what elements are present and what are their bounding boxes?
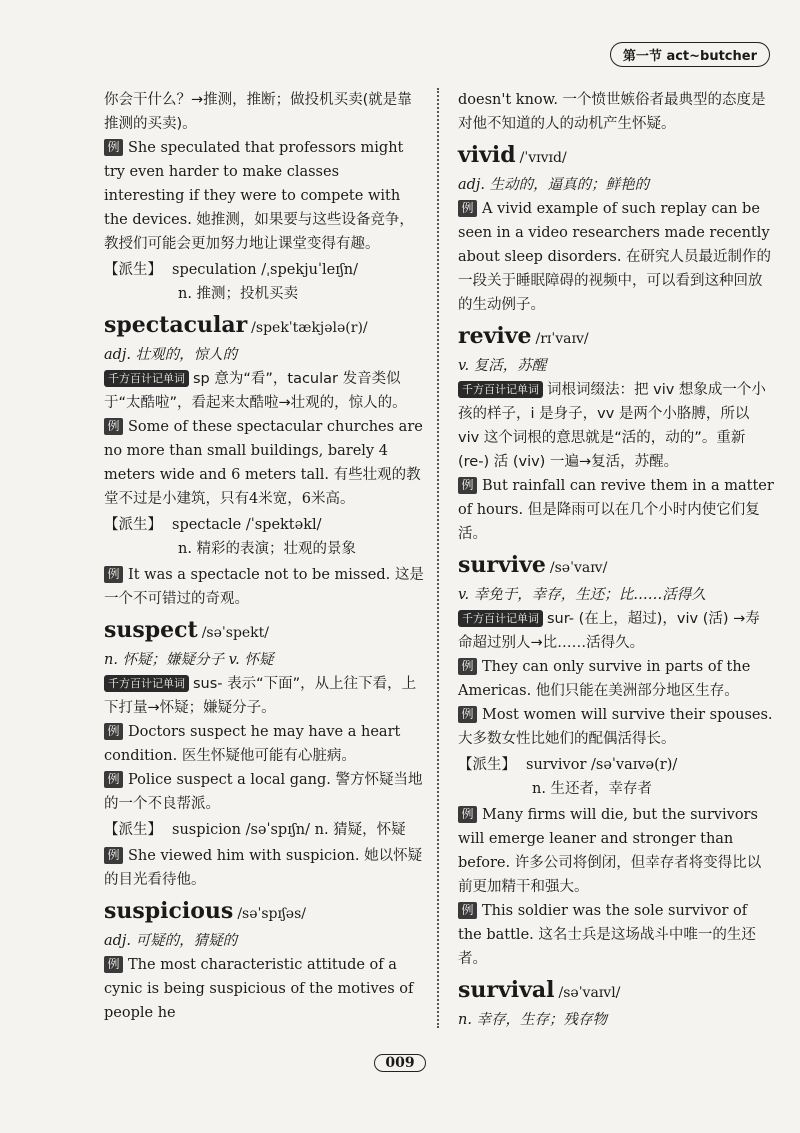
example-sentence: 例 A vivid example of such replay can be seen in a video researchers made recently about sleep disorders. 在研究人员最近制作的一段关于睡眠障碍的视频中，可以看到这种回放的生动例子。 (458, 201, 772, 313)
example-sentence: 例 Police suspect a local gang. 警方怀疑当地的一个不良帮派。 (104, 772, 423, 812)
example-icon: 例 (458, 200, 477, 217)
derivative-block (104, 513, 424, 561)
example-icon: 例 (104, 723, 123, 740)
derivative-word: speculation /ˌspekjuˈleɪʃn/ (172, 262, 358, 278)
entry-continuation: 你会干什么？→推测，推断；做投机买卖(就是靠推测的买卖)。 (104, 92, 412, 132)
derivative-block (104, 258, 424, 306)
example-icon: 例 (458, 902, 477, 919)
memo-icon: 千方百计记单词 (104, 370, 189, 387)
example-icon: 例 (104, 418, 123, 435)
left-column (104, 88, 424, 1025)
part-of-speech: v. 幸免于，幸存，生还；比……活得久 (458, 587, 706, 603)
derivative-definition: n. 精彩的表演；壮观的景象 (178, 541, 357, 557)
memo-note: 千方百计记单词 sp 意为“看”，tacular 发音类似于“太酷啦”，看起来太酷啦→壮观的，惊人的。 (104, 371, 407, 411)
headword-suspect: suspect /səˈspekt/ (104, 617, 270, 643)
headword-spectacular: spectacular /spekˈtækjələ(r)/ (104, 312, 368, 338)
example-sentence: 例 Many firms will die, but the survivors will emerge leaner and stronger than before. 许多公司将倒闭，但幸存者将变得比以前更加精干和强大。 (458, 807, 762, 895)
derivative-block (104, 818, 424, 842)
memo-icon: 千方百计记单词 (104, 675, 189, 692)
derivative-block (458, 753, 774, 801)
memo-note: 千方百计记单词 sus- 表示“下面”，从上往下看，上下打量→怀疑；嫌疑分子。 (104, 676, 417, 716)
derivative-word: suspicion /səˈspɪʃn/ n. 猜疑，怀疑 (172, 822, 406, 838)
example-sentence: 例 She speculated that professors might try even harder to make classes interesting if they were to compete with the devices. 她推测，如果要与这些设备竞争，教授们可能会更加努力地让课堂变得有趣。 (104, 140, 414, 252)
derivative-definition: n. 生还者，幸存者 (532, 781, 653, 797)
example-icon: 例 (104, 566, 123, 583)
part-of-speech: adj. 可疑的，猜疑的 (104, 933, 238, 949)
section-header: 第一节 act~butcher (610, 42, 770, 67)
example-sentence: 例 It was a spectacle not to be missed. 这是一个不可错过的奇观。 (104, 567, 424, 607)
example-sentence: 例 They can only survive in parts of the Americas. 他们只能在美洲部分地区生存。 (458, 659, 751, 699)
part-of-speech: v. 复活，苏醒 (458, 358, 547, 374)
example-sentence: 例 But rainfall can revive them in a matter of hours. 但是降雨可以在几个小时内使它们复活。 (458, 478, 774, 542)
example-icon: 例 (104, 847, 123, 864)
example-icon: 例 (104, 139, 123, 156)
headword-vivid: vivid /ˈvɪvɪd/ (458, 142, 567, 168)
example-sentence: 例 This soldier was the sole survivor of the battle. 这名士兵是这场战斗中唯一的生还者。 (458, 903, 756, 967)
example-sentence: 例 Doctors suspect he may have a heart condition. 医生怀疑他可能有心脏病。 (104, 724, 401, 764)
example-icon: 例 (104, 956, 123, 973)
derivative-label: 【派生】 (104, 517, 162, 533)
memo-icon: 千方百计记单词 (458, 610, 543, 627)
example-icon: 例 (458, 806, 477, 823)
part-of-speech: n. 怀疑；嫌疑分子 v. 怀疑 (104, 652, 274, 668)
memo-note: 千方百计记单词 词根词缀法：把 viv 想象成一个小孩的样子，i 是身子，vv 是两个小胳膊，所以 viv 这个词根的意思就是“活的，动的”。重新 (re-) 活 (viv) 一遍→复活，苏醒。 (458, 382, 766, 470)
right-column (458, 88, 774, 1032)
memo-icon: 千方百计记单词 (458, 381, 543, 398)
example-icon: 例 (104, 771, 123, 788)
example-icon: 例 (458, 477, 477, 494)
headword-revive: revive /rɪˈvaɪv/ (458, 323, 589, 349)
part-of-speech: adj. 生动的，逼真的；鲜艳的 (458, 177, 650, 193)
derivative-label: 【派生】 (104, 262, 162, 278)
example-sentence: 例 Most women will survive their spouses. 大多数女性比她们的配偶活得长。 (458, 707, 773, 747)
memo-note: 千方百计记单词 sur- (在上，超过)，viv (活) →寿命超过别人→比……活得久。 (458, 611, 760, 651)
headword-survival: survival /səˈvaɪvl/ (458, 977, 621, 1003)
derivative-label: 【派生】 (104, 822, 162, 838)
example-sentence: 例 The most characteristic attitude of a cynic is being suspicious of the motives of people he (104, 957, 414, 1021)
example-sentence: 例 Some of these spectacular churches are no more than small buildings, barely 4 meters wide and 6 meters tall. 有些壮观的教堂不过是小建筑，只有4米宽，6米高。 (104, 419, 423, 507)
example-continuation: doesn't know. 一个愤世嫉俗者最典型的态度是对他不知道的人的动机产生怀疑。 (458, 92, 766, 132)
part-of-speech: adj. 壮观的，惊人的 (104, 347, 238, 363)
derivative-word: spectacle /ˈspektəkl/ (172, 517, 322, 533)
example-icon: 例 (458, 658, 477, 675)
derivative-word: survivor /səˈvaɪvə(r)/ (526, 757, 678, 773)
column-divider (437, 88, 439, 1028)
derivative-definition: n. 推测；投机买卖 (178, 286, 299, 302)
headword-suspicious: suspicious /səˈspɪʃəs/ (104, 898, 306, 924)
headword-survive: survive /səˈvaɪv/ (458, 552, 608, 578)
example-icon: 例 (458, 706, 477, 723)
derivative-label: 【派生】 (458, 757, 516, 773)
example-sentence: 例 She viewed him with suspicion. 她以怀疑的目光看待他。 (104, 848, 423, 888)
part-of-speech: n. 幸存，生存；残存物 (458, 1012, 608, 1028)
page-number: 009 (0, 1052, 800, 1072)
